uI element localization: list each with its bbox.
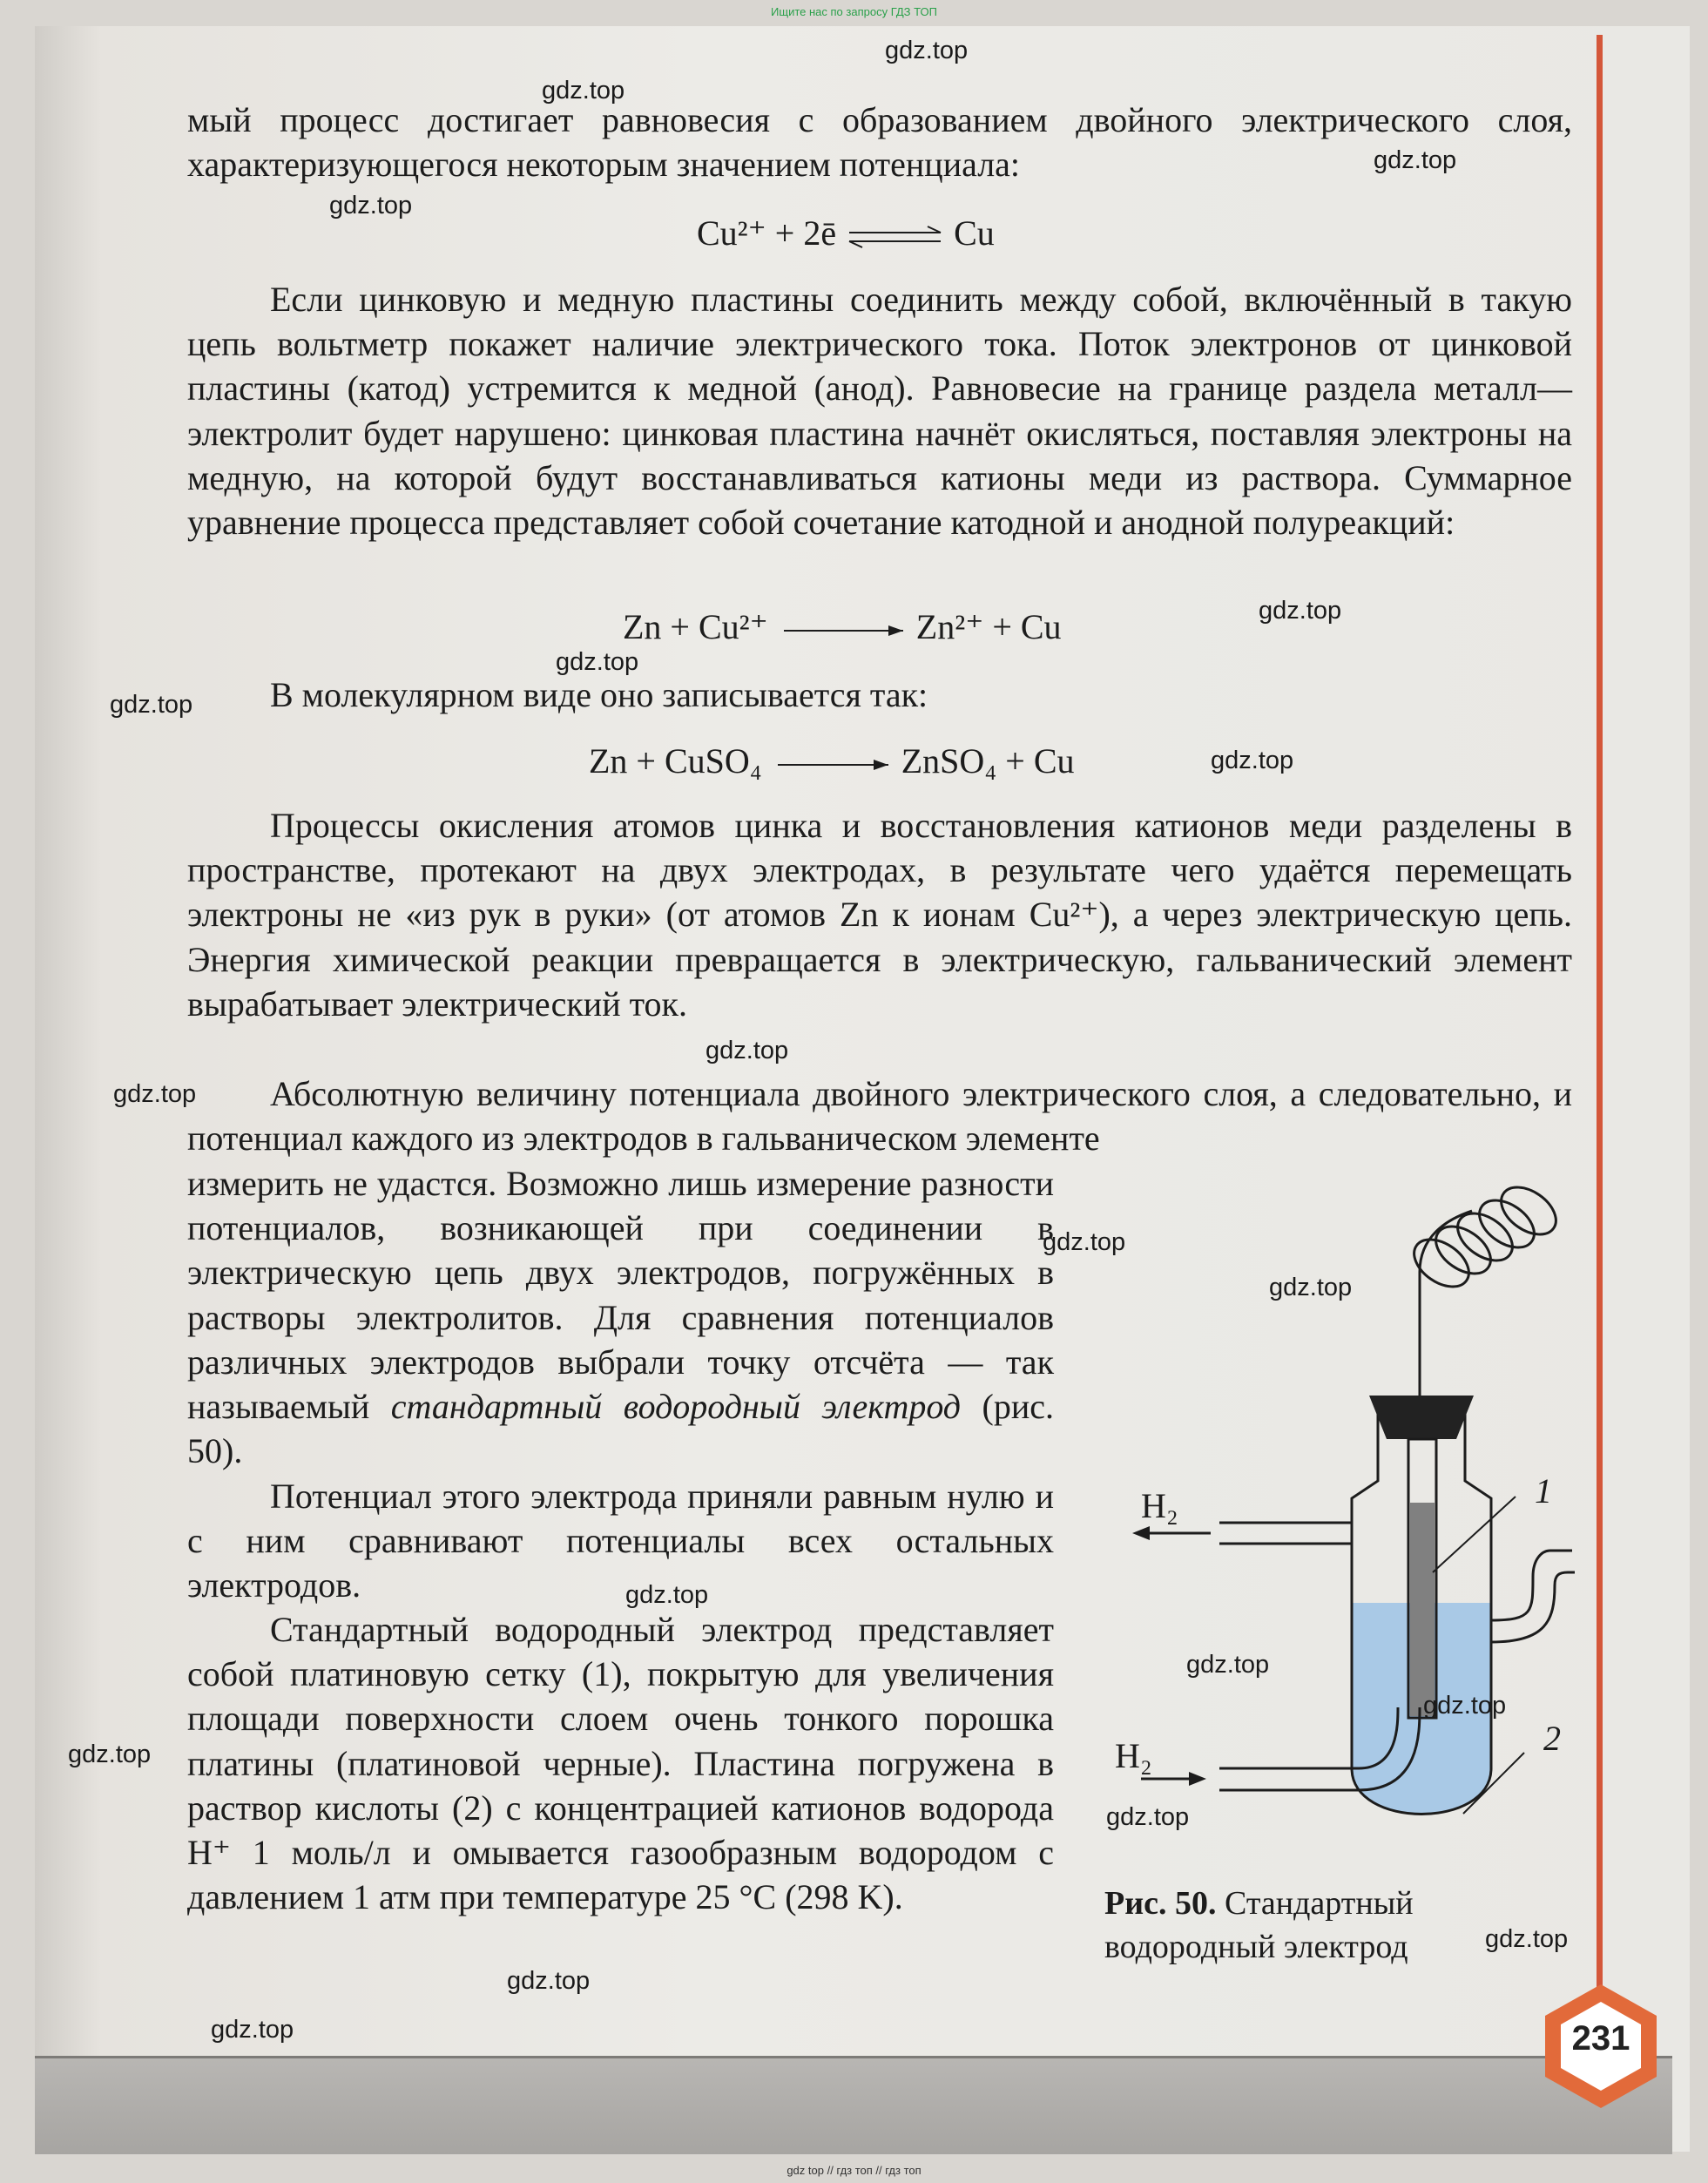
- watermark: gdz.top: [68, 1740, 152, 1768]
- figure-label-1: 1: [1535, 1471, 1552, 1511]
- equation-1-right: Cu: [954, 213, 995, 253]
- watermark: gdz.top: [1186, 1651, 1270, 1679]
- paragraph-3: В молекулярном виде оно записывается так:: [270, 675, 928, 714]
- figure-reference: (рис. 50).: [187, 1387, 1055, 1471]
- footer-band: [35, 2056, 1672, 2154]
- equation-3-left: Zn + CuSO₄: [589, 741, 762, 781]
- equilibrium-arrow-icon: [845, 224, 945, 250]
- equation-3: [589, 740, 1075, 781]
- margin-rule: [1597, 35, 1603, 2038]
- watermark: gdz.top: [1485, 1925, 1569, 1953]
- watermark: gdz.top: [507, 1967, 591, 1995]
- watermark: gdz.top: [1269, 1274, 1353, 1301]
- equation-1-left: Cu²⁺ + 2ē: [697, 213, 837, 253]
- term-standard-hydrogen-electrode: стандартный водородный электрод: [390, 1387, 962, 1427]
- watermark: gdz.top: [329, 192, 413, 220]
- watermark: gdz.top: [1423, 1692, 1507, 1720]
- watermark: gdz.top: [110, 691, 193, 719]
- watermark: gdz.top: [705, 1037, 789, 1064]
- equation-2-right: Zn²⁺ + Cu: [915, 607, 1062, 646]
- watermark: gdz.top: [1043, 1228, 1126, 1256]
- figure-caption-label: Рис. 50.: [1104, 1885, 1217, 1922]
- watermark: gdz.top: [113, 1080, 197, 1108]
- watermark: gdz.top: [211, 2016, 294, 2044]
- equation-1: [697, 213, 995, 253]
- paragraph-5-text: измерить не удастся. Возможно лишь измерение разности потенциалов, возникающей при соединении в электрическую цепь двух электродов, погружённых в растворы электролитов. Для сравнения потенциалов различных электродов выбрали точку отсчёта — так называемый: [187, 1164, 1054, 1427]
- watermark: gdz.top: [1374, 146, 1457, 174]
- figure-caption-text: Стандартный водородный электрод: [1104, 1885, 1414, 1965]
- bottom-banner: gdz top // гдз топ // гдз топ: [786, 2164, 922, 2177]
- watermark: gdz.top: [556, 648, 639, 676]
- page-number: 231: [1571, 2019, 1630, 2058]
- equation-2-left: Zn + Cu²⁺: [623, 607, 768, 646]
- watermark: gdz.top: [885, 37, 969, 64]
- reaction-arrow-icon: [771, 754, 893, 775]
- watermark: gdz.top: [542, 77, 625, 105]
- paragraph-5-start: Абсолютную величину потенциала двойного электрического слоя, а следовательно, и потенциал каждого из электродов в гальваническом элементе: [187, 1074, 1572, 1159]
- equation-2: [623, 606, 1062, 647]
- paragraph-1: мый процесс достигает равновесия с образованием двойного электрического слоя, характеризующегося некоторым значением потенциала:: [187, 100, 1572, 185]
- watermark: gdz.top: [1106, 1803, 1190, 1831]
- equation-3-right: ZnSO₄ + Cu: [901, 741, 1075, 781]
- paragraph-7: Стандартный водородный электрод представляет собой платиновую сетку (1), покрытую для увеличения площади поверхности слоем очень тонкого порошка платины (платиновой черные). Пластина погружена в раствор кислоты (2) с концентрацией катионов водорода H⁺ 1 моль/л и омывается газообразным водородом с давлением 1 атм при температуре 25 °C (298 K).: [187, 1610, 1054, 1917]
- h2-outlet-label: H₂: [1141, 1486, 1178, 1525]
- paragraph-4: Процессы окисления атомов цинка и восстановления катионов меди разделены в пространстве, протекают на двух электродах, в результате чего удаётся перемещать электроны не «из рук в руки» (от атомов Zn к ионам Cu²⁺), а через электрическую цепь. Энергия химической реакции превращается в электрическую, гальванический элемент вырабатывает электрический ток.: [187, 806, 1572, 1024]
- reaction-arrow-icon: [777, 620, 908, 641]
- top-banner: Ищите нас по запросу ГДЗ ТОП: [771, 5, 937, 18]
- watermark: gdz.top: [1259, 597, 1342, 625]
- paragraph-6: Потенциал этого электрода приняли равным нулю и с ним сравнивают потенциалы всех остальных электродов.: [187, 1477, 1054, 1605]
- paragraph-5-continued: [187, 1161, 1054, 1473]
- figure-label-2: 2: [1543, 1719, 1561, 1758]
- paragraph-2: Если цинковую и медную пластины соединить между собой, включённый в такую цепь вольтметр покажет наличие электрического тока. Поток электронов от цинковой пластины (катод) устремится к медной (анод). Равновесие на границе раздела металл—электролит будет нарушено: цинковая пластина начнёт окисляться, поставляя электроны на медную, на которой будут восстанавливаться катионы меди из раствора. Суммарное уравнение процесса представляет собой сочетание катодной и анодной полуреакций:: [187, 280, 1572, 543]
- h2-inlet-label: H₂: [1115, 1736, 1152, 1775]
- watermark: gdz.top: [625, 1581, 709, 1609]
- watermark: gdz.top: [1211, 747, 1294, 774]
- wire-coil-icon: [1406, 1178, 1565, 1296]
